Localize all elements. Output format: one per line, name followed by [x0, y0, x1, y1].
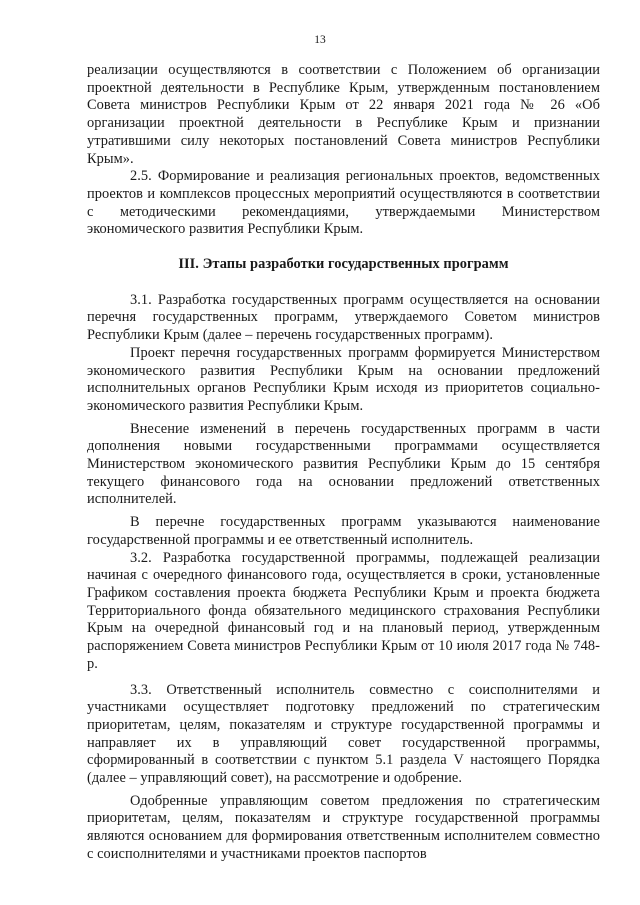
paragraph-3-1: 3.1. Разработка государственных программ осуществляется на основании перечня государственных программ, утверждаемого Советом министров Республики Крым (далее – перечень государственных программ). — [87, 291, 600, 344]
section-heading: III. Этапы разработки государственных программ — [178, 256, 509, 273]
paragraph-2-5: 2.5. Формирование и реализация региональных проектов, ведомственных проектов и комплексов процессных мероприятий осуществляются в соответствии с методическими рекомендациями, утверждаемыми Министерством экономического развития Республики Крым. — [87, 168, 600, 238]
document-body — [87, 62, 600, 864]
paragraph-list-contents: В перечне государственных программ указываются наименование государственной программы и ее ответственный исполнитель. — [87, 514, 600, 548]
paragraph-list-changes: Внесение изменений в перечень государственных программ в части дополнения новыми государственными программами осуществляется Министерством экономического развития Республики Крым до 15 сентября текущего финансового года на основании предложений ответственных исполнителей. — [87, 420, 600, 508]
paragraph-list-draft: Проект перечня государственных программ формируется Министерством экономического развития Республики Крым на основании предложений исполнительных органов Республики Крым исходя из приоритетов социально-экономического развития Республики Крым. — [87, 344, 600, 414]
paragraph-approved-proposals: Одобренные управляющим советом предложения по стратегическим приоритетам, целям, показателям и структуре государственной программы являются основанием для формирования ответственным исполнителем совместно с соисполнителями и участниками проектов паспортов — [87, 792, 600, 862]
paragraph-3-2: 3.2. Разработка государственной программы, подлежащей реализации начиная с очередного финансового года, осуществляется в сроки, установленные Графиком составления проекта бюджета Республики Крым и проекта бюджета Территориального фонда обязательного медицинского страхования Республики Крым на очередной финансовый год и на плановый период, утвержденным распоряжением Совета министров Республики Крым от 10 июля 2017 года № 748-р. — [87, 549, 600, 672]
paragraph-continuation: реализации осуществляются в соответствии с Положением об организации проектной деятельности в Республике Крым, утвержденным постановлением Совета министров Республики Крым от 22 января 2021 года № 26 «Об организации проектной деятельности в Республике Крым и признании утратившими силу некоторых постановлений Совета министров Республики Крым». — [87, 62, 600, 167]
page-number: 13 — [314, 34, 326, 46]
paragraph-3-3: 3.3. Ответственный исполнитель совместно с соисполнителями и участниками осуществляет подготовку предложений по стратегическим приоритетам, целям, показателям и структуре государственной программы и направляет их в управляющий совет государственной программы, сформированный в соответствии с пунктом 5.1 раздела V настоящего Порядка (далее – управляющий совет), на рассмотрение и одобрение. — [87, 681, 600, 787]
